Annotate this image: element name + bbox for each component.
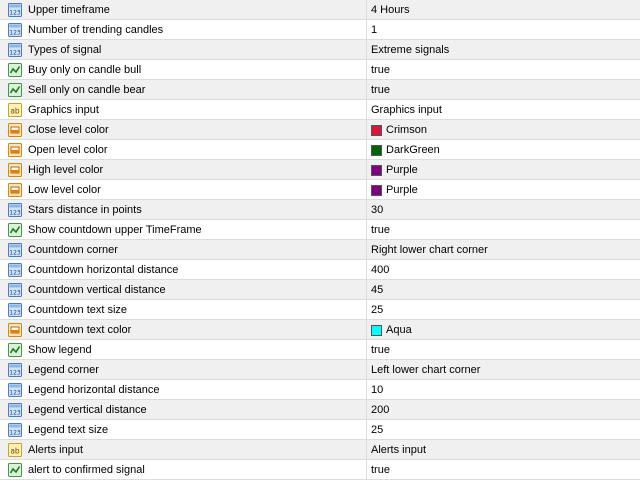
param-row[interactable] (0, 440, 640, 460)
param-name-cell (0, 0, 367, 20)
param-label: Low level color (28, 184, 101, 196)
param-row[interactable] (0, 260, 640, 280)
param-value-cell[interactable] (367, 180, 640, 200)
int-icon (8, 403, 22, 417)
int-icon (8, 23, 22, 37)
int-icon (8, 263, 22, 277)
svg-text:123: 123 (9, 289, 21, 297)
int-icon (8, 303, 22, 317)
bool-icon (8, 343, 22, 357)
param-name-cell (0, 100, 367, 120)
param-value-cell[interactable] (367, 320, 640, 340)
param-value: 1 (371, 24, 378, 36)
param-name-cell (0, 220, 367, 240)
color-icon (8, 123, 22, 137)
param-label: alert to confirmed signal (28, 464, 145, 476)
param-value: 45 (371, 284, 384, 296)
svg-text:123: 123 (9, 29, 21, 37)
param-value: DarkGreen (386, 144, 440, 156)
svg-text:123: 123 (9, 389, 21, 397)
int-icon (8, 243, 22, 257)
string-icon (8, 443, 22, 457)
int-icon (8, 43, 22, 57)
param-label: Upper timeframe (28, 4, 110, 16)
param-name-cell (0, 200, 367, 220)
param-value: 10 (371, 384, 384, 396)
param-label: Countdown text size (28, 304, 128, 316)
param-label: Countdown corner (28, 244, 118, 256)
param-row[interactable] (0, 420, 640, 440)
param-label: Stars distance in points (28, 204, 142, 216)
param-value-cell[interactable] (367, 420, 640, 440)
param-name-cell (0, 140, 367, 160)
bool-icon (8, 463, 22, 477)
string-icon (8, 103, 22, 117)
param-label: Open level color (28, 144, 108, 156)
param-name-cell (0, 260, 367, 280)
color-icon (8, 323, 22, 337)
param-row[interactable] (0, 380, 640, 400)
param-name-cell (0, 460, 367, 480)
param-value: 4 Hours (371, 4, 410, 16)
svg-text:ab: ab (10, 446, 20, 456)
param-value-cell[interactable] (367, 20, 640, 40)
int-icon (8, 203, 22, 217)
param-row[interactable] (0, 300, 640, 320)
param-label: Countdown text color (28, 324, 132, 336)
param-value: 25 (371, 304, 384, 316)
param-value-cell[interactable] (367, 40, 640, 60)
param-value-cell[interactable] (367, 80, 640, 100)
param-name-cell (0, 60, 367, 80)
param-value: true (371, 464, 390, 476)
param-value: true (371, 224, 390, 236)
param-name-cell (0, 40, 367, 60)
color-swatch[interactable] (371, 325, 382, 336)
param-name-cell (0, 280, 367, 300)
bool-icon (8, 63, 22, 77)
param-value-cell[interactable] (367, 120, 640, 140)
bool-icon (8, 223, 22, 237)
color-swatch[interactable] (371, 145, 382, 156)
param-row[interactable] (0, 400, 640, 420)
param-row[interactable] (0, 0, 640, 20)
param-row[interactable] (0, 220, 640, 240)
param-row[interactable] (0, 240, 640, 260)
param-name-cell (0, 20, 367, 40)
int-icon (8, 283, 22, 297)
param-value: Crimson (386, 124, 427, 136)
param-label: Sell only on candle bear (28, 84, 146, 96)
param-value-cell[interactable] (367, 440, 640, 460)
param-value-cell[interactable] (367, 220, 640, 240)
param-row[interactable] (0, 140, 640, 160)
svg-text:123: 123 (9, 209, 21, 217)
param-value: true (371, 344, 390, 356)
param-name-cell (0, 400, 367, 420)
param-name-cell (0, 300, 367, 320)
param-row[interactable] (0, 180, 640, 200)
param-value-cell[interactable] (367, 60, 640, 80)
param-value: Aqua (386, 324, 412, 336)
param-name-cell (0, 80, 367, 100)
param-value-cell[interactable] (367, 360, 640, 380)
param-row[interactable] (0, 280, 640, 300)
param-value-cell[interactable] (367, 380, 640, 400)
param-label: Legend horizontal distance (28, 384, 160, 396)
param-value-cell[interactable] (367, 300, 640, 320)
param-label: Close level color (28, 124, 109, 136)
param-label: Types of signal (28, 44, 102, 56)
param-row[interactable] (0, 460, 640, 480)
svg-text:ab: ab (10, 106, 20, 116)
param-row[interactable] (0, 160, 640, 180)
svg-text:123: 123 (9, 269, 21, 277)
param-label: Buy only on candle bull (28, 64, 142, 76)
param-value-cell[interactable] (367, 460, 640, 480)
param-label: Graphics input (28, 104, 99, 116)
param-row[interactable] (0, 360, 640, 380)
int-icon (8, 3, 22, 17)
param-label: High level color (28, 164, 104, 176)
param-value-cell[interactable] (367, 260, 640, 280)
svg-text:123: 123 (9, 249, 21, 257)
param-name-cell (0, 420, 367, 440)
param-row[interactable] (0, 320, 640, 340)
param-row[interactable] (0, 100, 640, 120)
param-value-cell[interactable] (367, 340, 640, 360)
param-value-cell[interactable] (367, 240, 640, 260)
svg-text:123: 123 (9, 9, 21, 17)
param-row[interactable] (0, 20, 640, 40)
param-row[interactable] (0, 80, 640, 100)
color-swatch[interactable] (371, 185, 382, 196)
color-icon (8, 163, 22, 177)
param-row[interactable] (0, 200, 640, 220)
svg-text:123: 123 (9, 49, 21, 57)
param-value-cell[interactable] (367, 160, 640, 180)
param-name-cell (0, 360, 367, 380)
param-label: Legend corner (28, 364, 99, 376)
param-label: Show countdown upper TimeFrame (28, 224, 202, 236)
color-swatch[interactable] (371, 165, 382, 176)
color-swatch[interactable] (371, 125, 382, 136)
param-value: 30 (371, 204, 384, 216)
svg-text:123: 123 (9, 369, 21, 377)
param-value: 200 (371, 404, 390, 416)
param-value: Alerts input (371, 444, 427, 456)
param-value-cell[interactable] (367, 400, 640, 420)
param-value: Purple (386, 184, 418, 196)
svg-text:123: 123 (9, 409, 21, 417)
color-icon (8, 143, 22, 157)
param-value: Graphics input (371, 104, 442, 116)
param-label: Number of trending candles (28, 24, 164, 36)
param-value: Left lower chart corner (371, 364, 481, 376)
color-icon (8, 183, 22, 197)
param-row[interactable] (0, 60, 640, 80)
param-label: Show legend (28, 344, 92, 356)
svg-text:123: 123 (9, 309, 21, 317)
param-name-cell (0, 160, 367, 180)
param-name-cell (0, 180, 367, 200)
param-name-cell (0, 240, 367, 260)
int-icon (8, 363, 22, 377)
param-value-cell[interactable] (367, 200, 640, 220)
param-name-cell (0, 440, 367, 460)
param-value-cell[interactable] (367, 280, 640, 300)
param-name-cell (0, 320, 367, 340)
param-value-cell[interactable] (367, 100, 640, 120)
param-name-cell (0, 120, 367, 140)
param-value: Purple (386, 164, 418, 176)
param-label: Countdown horizontal distance (28, 264, 179, 276)
param-label: Countdown vertical distance (28, 284, 166, 296)
param-value: Extreme signals (371, 44, 450, 56)
int-icon (8, 423, 22, 437)
param-row[interactable] (0, 40, 640, 60)
param-row[interactable] (0, 120, 640, 140)
param-value-cell[interactable] (367, 140, 640, 160)
param-value: true (371, 84, 390, 96)
param-label: Legend text size (28, 424, 109, 436)
param-value: 400 (371, 264, 390, 276)
param-row[interactable] (0, 340, 640, 360)
param-value: Right lower chart corner (371, 244, 488, 256)
bool-icon (8, 83, 22, 97)
param-label: Alerts input (28, 444, 84, 456)
param-name-cell (0, 340, 367, 360)
param-value: true (371, 64, 390, 76)
param-label: Legend vertical distance (28, 404, 147, 416)
param-name-cell (0, 380, 367, 400)
svg-text:123: 123 (9, 429, 21, 437)
param-value: 25 (371, 424, 384, 436)
param-value-cell[interactable] (367, 0, 640, 20)
int-icon (8, 383, 22, 397)
